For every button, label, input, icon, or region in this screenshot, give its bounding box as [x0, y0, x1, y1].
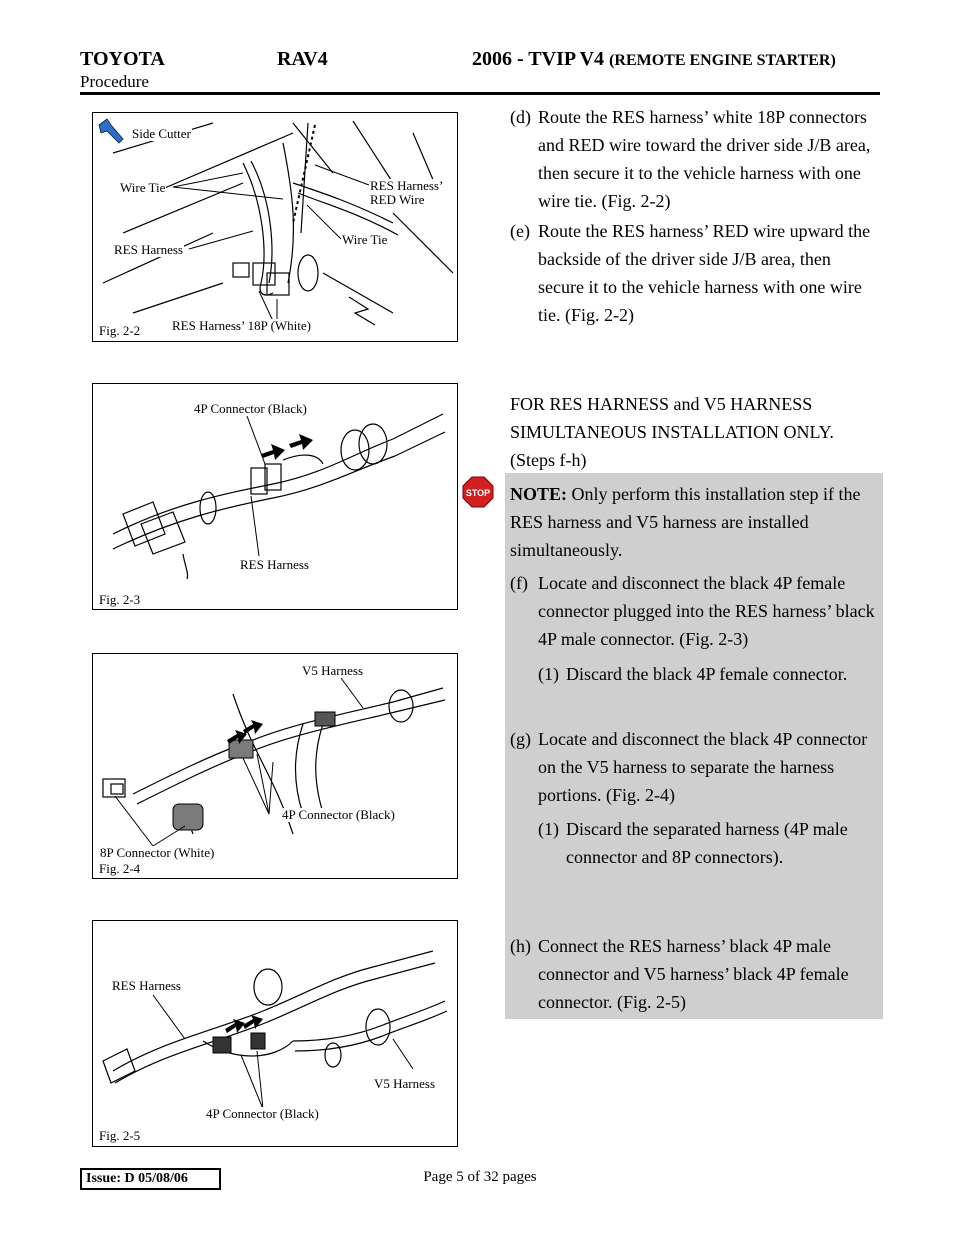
fig24-v5-label: V5 Harness: [302, 663, 364, 678]
header-make: TOYOTA: [80, 48, 165, 70]
issue-box: Issue: D 05/08/06: [80, 1168, 221, 1190]
figure-2-3: [92, 383, 458, 610]
header-title: [472, 48, 836, 72]
figure-2-2-drawing: [93, 113, 459, 343]
header-subtitle: (REMOTE ENGINE STARTER): [609, 52, 836, 69]
step-g-key: (g): [510, 729, 531, 749]
step-f1-key: (1): [538, 664, 559, 684]
header-year-title: 2006 - TVIP V4: [472, 48, 605, 70]
step-f-text: Locate and disconnect the black 4P female connector plugged into the RES harness’ black 4P male connector. (Fig. 2-3): [538, 573, 875, 649]
step-d-key: (d): [510, 107, 531, 127]
stop-icon-text: STOP: [465, 488, 491, 498]
header-rule: [80, 92, 880, 95]
fig23-res-harness-label: RES Harness: [240, 557, 309, 572]
step-f1: [538, 660, 878, 688]
note-text: [510, 480, 878, 564]
note-body: Only perform this installation step if the RES harness and V5 harness are installed simultaneously.: [510, 484, 861, 560]
fig25-v5-label: V5 Harness: [374, 1076, 436, 1091]
page-number: Page 5 of 32 pages: [423, 1169, 537, 1185]
stop-icon: [462, 476, 494, 508]
step-g1-key: (1): [538, 819, 559, 839]
figure-2-2: [92, 112, 458, 342]
section-title: FOR RES HARNESS and V5 HARNESS SIMULTANEOUS INSTALLATION ONLY. (Steps f-h): [510, 394, 834, 470]
fig22-red-wire-line1: RES Harness’: [370, 178, 444, 193]
fig24-8p-label: 8P Connector (White): [100, 845, 215, 860]
step-h-key: (h): [510, 936, 531, 956]
step-e-key: (e): [510, 221, 530, 241]
fig22-red-wire-line2: RED Wire: [370, 192, 425, 207]
step-f-key: (f): [510, 573, 528, 593]
step-h-text: Connect the RES harness’ black 4P male connector and V5 harness’ black 4P female connector. (Fig. 2-5): [538, 936, 849, 1012]
step-e: [510, 217, 880, 329]
fig22-red-wire-label: [369, 179, 444, 207]
fig25-connector-label: 4P Connector (Black): [206, 1106, 319, 1121]
fig24-connector-label: 4P Connector (Black): [282, 807, 395, 822]
fig22-wire-tie-right-label: Wire Tie: [342, 232, 388, 247]
step-d-text: Route the RES harness’ white 18P connectors and RED wire toward the driver side J/B area, then secure it to the vehicle harness with one wire tie. (Fig. 2-2): [538, 107, 871, 211]
fig22-res-harness-label: RES Harness: [114, 242, 183, 257]
step-f: [510, 569, 880, 653]
step-h: [510, 932, 880, 1016]
figure-2-5: [92, 920, 458, 1147]
fig22-side-cutter-label: Side Cutter: [132, 126, 191, 141]
figure-2-4: [92, 653, 458, 879]
fig24-number: Fig. 2-4: [99, 861, 141, 876]
fig22-18p-label: RES Harness’ 18P (White): [172, 318, 312, 333]
fig22-wire-tie-left-label: Wire Tie: [120, 180, 166, 195]
step-d: [510, 103, 880, 215]
step-g1-text: Discard the separated harness (4P male connector and 8P connectors).: [566, 819, 848, 867]
fig23-number: Fig. 2-3: [99, 592, 141, 607]
figure-2-3-drawing: [93, 384, 459, 611]
fig23-connector-label: 4P Connector (Black): [194, 401, 307, 416]
fig25-number: Fig. 2-5: [99, 1128, 141, 1143]
step-g-text: Locate and disconnect the black 4P connector on the V5 harness to separate the harness portions. (Fig. 2-4): [538, 729, 868, 805]
fig25-res-harness-label: RES Harness: [112, 978, 181, 993]
fig22-number: Fig. 2-2: [99, 323, 141, 338]
wrench-icon: [99, 119, 123, 143]
step-f1-text: Discard the black 4P female connector.: [566, 664, 848, 684]
header-section: Procedure: [80, 72, 149, 91]
step-g: [510, 725, 880, 809]
step-g1: [538, 815, 868, 871]
header-model: RAV4: [277, 48, 328, 70]
step-e-text: Route the RES harness’ RED wire upward the backside of the driver side J/B area, then secure it to the vehicle harness with one wire tie. (Fig. 2-2): [538, 221, 871, 325]
note-label: NOTE:: [510, 484, 568, 504]
